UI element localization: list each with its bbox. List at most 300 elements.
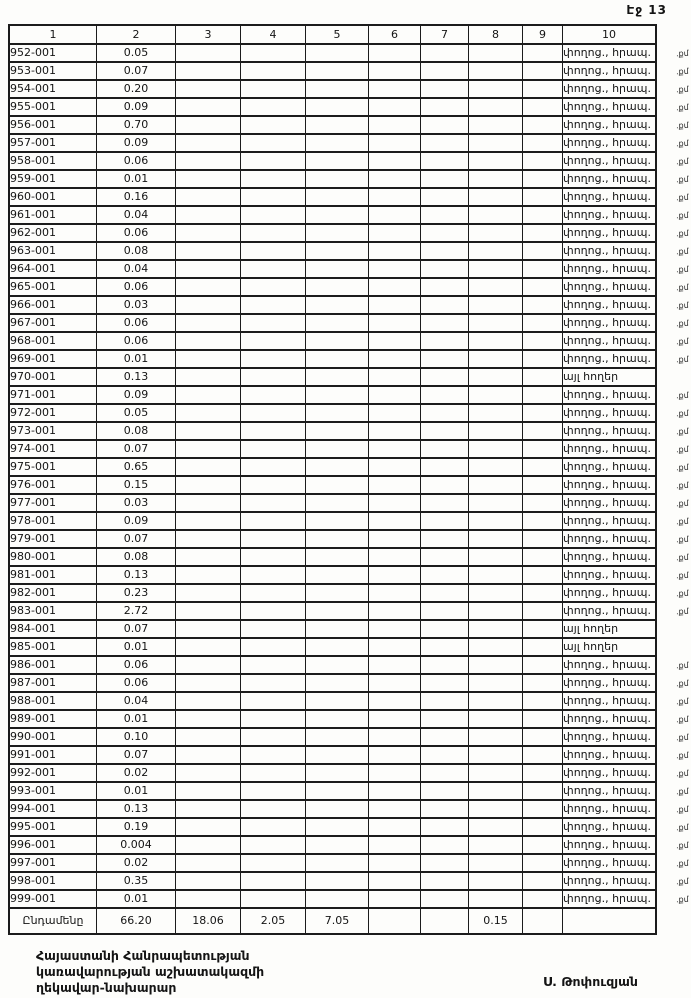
parcel-row [9, 98, 656, 116]
parcel-id-cell: 974-001 [9, 440, 97, 458]
column-header: 2 [97, 25, 176, 44]
empty-cell [176, 278, 241, 296]
area-unit-note: .քմ [675, 534, 689, 545]
land-use-cell: փողոց., հրապ. [563, 764, 657, 782]
parcel-row [9, 890, 656, 908]
land-use-cell: փողոց., հրապ. [563, 62, 657, 80]
land-use-cell: փողոց., հրապ. [563, 152, 657, 170]
parcel-id-cell: 999-001 [9, 890, 97, 908]
empty-cell [306, 440, 369, 458]
area-unit-note: .քմ [675, 570, 689, 581]
empty-cell [369, 44, 421, 62]
parcel-row [9, 872, 656, 890]
area-value-cell: 2.72 [97, 602, 176, 620]
empty-cell [369, 386, 421, 404]
empty-cell [421, 62, 469, 80]
land-parcels-table [8, 24, 657, 935]
empty-cell [469, 620, 523, 638]
parcel-id-cell: 984-001 [9, 620, 97, 638]
area-value-cell: 0.16 [97, 188, 176, 206]
empty-cell [421, 548, 469, 566]
empty-cell [241, 242, 306, 260]
area-value-cell: 0.08 [97, 242, 176, 260]
parcel-row [9, 170, 656, 188]
parcel-id-cell: 981-001 [9, 566, 97, 584]
issuer-line-2: կառավարության աշխատակազմի [36, 964, 265, 979]
area-unit-note: .քմ [675, 498, 689, 509]
empty-cell [306, 476, 369, 494]
empty-cell [176, 314, 241, 332]
issuer-line-1: Հայաստանի Հանրապետության [36, 948, 250, 963]
empty-cell [306, 584, 369, 602]
parcel-id-cell: 991-001 [9, 746, 97, 764]
empty-cell [369, 692, 421, 710]
land-use-cell: փողոց., հրապ. [563, 170, 657, 188]
parcel-row [9, 422, 656, 440]
land-use-cell: փողոց., հրապ. [563, 80, 657, 98]
empty-cell [176, 116, 241, 134]
area-value-cell: 0.20 [97, 80, 176, 98]
empty-cell [176, 872, 241, 890]
land-use-cell: փողոց., հրապ. [563, 98, 657, 116]
empty-cell [306, 368, 369, 386]
empty-cell [176, 134, 241, 152]
empty-cell [469, 494, 523, 512]
empty-cell [523, 260, 563, 278]
parcel-id-cell: 961-001 [9, 206, 97, 224]
column-header: 7 [421, 25, 469, 44]
empty-cell [523, 98, 563, 116]
land-use-cell: փողոց., հրապ. [563, 836, 657, 854]
empty-cell [421, 494, 469, 512]
parcel-id-cell: 956-001 [9, 116, 97, 134]
parcel-row [9, 188, 656, 206]
area-value-cell: 0.07 [97, 620, 176, 638]
empty-cell [421, 620, 469, 638]
empty-cell [421, 584, 469, 602]
parcel-row [9, 314, 656, 332]
signature-name: Ս. Թոփուզյան [543, 974, 638, 989]
empty-cell [176, 566, 241, 584]
area-unit-note: .քմ [675, 210, 689, 221]
empty-cell [421, 422, 469, 440]
parcel-row [9, 440, 656, 458]
empty-cell [241, 152, 306, 170]
land-use-cell: փողոց., հրապ. [563, 260, 657, 278]
empty-cell [469, 710, 523, 728]
empty-cell [469, 80, 523, 98]
parcel-row [9, 530, 656, 548]
empty-cell [421, 350, 469, 368]
empty-cell [469, 314, 523, 332]
empty-cell [241, 836, 306, 854]
area-unit-note: .քմ [675, 714, 689, 725]
empty-cell [176, 584, 241, 602]
area-value-cell: 0.13 [97, 800, 176, 818]
parcel-row [9, 782, 656, 800]
empty-cell [369, 800, 421, 818]
empty-cell [306, 206, 369, 224]
empty-cell [176, 80, 241, 98]
area-value-cell: 0.01 [97, 638, 176, 656]
parcel-id-cell: 963-001 [9, 242, 97, 260]
parcel-id-cell: 988-001 [9, 692, 97, 710]
land-use-cell: փողոց., հրապ. [563, 548, 657, 566]
empty-cell [421, 746, 469, 764]
empty-cell [469, 368, 523, 386]
empty-cell [306, 602, 369, 620]
area-value-cell: 0.09 [97, 386, 176, 404]
empty-cell [306, 80, 369, 98]
total-label: Ընդամենը [9, 908, 97, 934]
land-use-cell: փողոց., հրապ. [563, 314, 657, 332]
empty-cell [369, 728, 421, 746]
empty-cell [241, 62, 306, 80]
empty-cell [306, 458, 369, 476]
land-use-cell: փողոց., հրապ. [563, 440, 657, 458]
empty-cell [421, 206, 469, 224]
empty-cell [421, 440, 469, 458]
area-unit-note: .քմ [675, 606, 689, 617]
area-value-cell: 0.06 [97, 656, 176, 674]
area-unit-note: .քմ [675, 444, 689, 455]
parcel-id-cell: 962-001 [9, 224, 97, 242]
parcel-id-cell: 992-001 [9, 764, 97, 782]
area-value-cell: 0.65 [97, 458, 176, 476]
empty-cell [369, 404, 421, 422]
empty-cell [369, 476, 421, 494]
empty-cell [176, 782, 241, 800]
area-unit-note: .քմ [675, 750, 689, 761]
area-unit-note: .քմ [675, 174, 689, 185]
empty-cell [469, 530, 523, 548]
area-unit-note: .քմ [675, 228, 689, 239]
land-use-cell: փողոց., հրապ. [563, 422, 657, 440]
empty-cell [523, 314, 563, 332]
issuer-line-3: ղեկավար-նախարար [36, 980, 177, 995]
land-use-cell: փողոց., հրապ. [563, 296, 657, 314]
empty-cell [523, 854, 563, 872]
empty-cell [369, 278, 421, 296]
area-value-cell: 0.07 [97, 746, 176, 764]
empty-cell [523, 566, 563, 584]
empty-cell [421, 386, 469, 404]
empty-cell [469, 890, 523, 908]
area-unit-note: .քմ [675, 120, 689, 131]
empty-cell [469, 656, 523, 674]
area-value-cell: 0.07 [97, 62, 176, 80]
empty-cell [176, 638, 241, 656]
empty-cell [306, 422, 369, 440]
area-value-cell: 0.01 [97, 710, 176, 728]
empty-cell [469, 512, 523, 530]
total-value-col4: 2.05 [241, 908, 306, 934]
empty-cell [241, 296, 306, 314]
area-value-cell: 0.09 [97, 98, 176, 116]
empty-cell [306, 332, 369, 350]
empty-cell [241, 512, 306, 530]
empty-cell [469, 44, 523, 62]
area-unit-note: .քմ [675, 300, 689, 311]
area-unit-note: .քմ [675, 804, 689, 815]
area-unit-note: .քմ [675, 138, 689, 149]
empty-cell [369, 710, 421, 728]
area-unit-note: .քմ [675, 390, 689, 401]
empty-cell [306, 656, 369, 674]
empty-cell [306, 350, 369, 368]
parcel-row [9, 44, 656, 62]
empty-cell [421, 278, 469, 296]
area-unit-note: .քմ [675, 822, 689, 833]
empty-cell [523, 530, 563, 548]
empty-cell [523, 278, 563, 296]
total-row [9, 908, 656, 934]
empty-cell [523, 422, 563, 440]
empty-cell [176, 350, 241, 368]
page-number: Էջ 13 [626, 3, 667, 17]
parcel-row [9, 728, 656, 746]
empty-cell [369, 260, 421, 278]
area-unit-note: .քմ [675, 858, 689, 869]
empty-cell [421, 368, 469, 386]
area-value-cell: 0.07 [97, 440, 176, 458]
empty-cell [241, 692, 306, 710]
total-value-col7 [421, 908, 469, 934]
empty-cell [523, 782, 563, 800]
empty-cell [469, 836, 523, 854]
empty-cell [469, 152, 523, 170]
empty-cell [369, 314, 421, 332]
empty-cell [421, 332, 469, 350]
empty-cell [421, 674, 469, 692]
empty-cell [469, 206, 523, 224]
area-unit-note: .քմ [675, 894, 689, 905]
area-value-cell: 0.35 [97, 872, 176, 890]
area-unit-note: .քմ [675, 66, 689, 77]
empty-cell [369, 332, 421, 350]
empty-cell [306, 710, 369, 728]
empty-cell [469, 62, 523, 80]
empty-cell [241, 764, 306, 782]
empty-cell [469, 170, 523, 188]
empty-cell [469, 296, 523, 314]
parcel-row [9, 206, 656, 224]
empty-cell [523, 188, 563, 206]
empty-cell [176, 818, 241, 836]
area-unit-note: .քմ [675, 246, 689, 257]
empty-cell [176, 530, 241, 548]
empty-cell [241, 566, 306, 584]
parcel-id-cell: 970-001 [9, 368, 97, 386]
land-use-cell: փողոց., հրապ. [563, 818, 657, 836]
parcel-id-cell: 995-001 [9, 818, 97, 836]
parcel-row [9, 368, 656, 386]
parcel-id-cell: 952-001 [9, 44, 97, 62]
area-unit-note: .քմ [675, 156, 689, 167]
parcel-row [9, 224, 656, 242]
land-use-cell: փողոց., հրապ. [563, 224, 657, 242]
empty-cell [369, 782, 421, 800]
area-unit-note: .քմ [675, 84, 689, 95]
empty-cell [306, 278, 369, 296]
parcel-id-cell: 969-001 [9, 350, 97, 368]
land-use-cell: փողոց., հրապ. [563, 656, 657, 674]
empty-cell [306, 818, 369, 836]
area-unit-note: .քմ [675, 192, 689, 203]
empty-cell [523, 476, 563, 494]
empty-cell [469, 548, 523, 566]
empty-cell [306, 728, 369, 746]
empty-cell [523, 206, 563, 224]
empty-cell [469, 764, 523, 782]
land-use-cell: փողոց., հրապ. [563, 746, 657, 764]
area-unit-note: .քմ [675, 48, 689, 59]
empty-cell [241, 98, 306, 116]
empty-cell [523, 152, 563, 170]
empty-cell [421, 404, 469, 422]
empty-cell [306, 620, 369, 638]
empty-cell [369, 170, 421, 188]
land-use-cell: փողոց., հրապ. [563, 458, 657, 476]
empty-cell [241, 782, 306, 800]
area-value-cell: 0.01 [97, 350, 176, 368]
parcel-row [9, 836, 656, 854]
empty-cell [421, 764, 469, 782]
empty-cell [523, 674, 563, 692]
empty-cell [369, 134, 421, 152]
empty-cell [176, 692, 241, 710]
parcel-id-cell: 954-001 [9, 80, 97, 98]
area-value-cell: 0.23 [97, 584, 176, 602]
area-value-cell: 0.06 [97, 332, 176, 350]
area-value-cell: 0.06 [97, 152, 176, 170]
land-use-cell: փողոց., հրապ. [563, 350, 657, 368]
empty-cell [421, 134, 469, 152]
empty-cell [306, 188, 369, 206]
empty-cell [369, 296, 421, 314]
empty-cell [523, 62, 563, 80]
empty-cell [176, 494, 241, 512]
empty-cell [369, 494, 421, 512]
parcel-row [9, 332, 656, 350]
parcel-row [9, 386, 656, 404]
area-unit-note: .քմ [675, 732, 689, 743]
empty-cell [241, 620, 306, 638]
empty-cell [241, 44, 306, 62]
empty-cell [369, 818, 421, 836]
empty-cell [176, 476, 241, 494]
area-unit-note: .քմ [675, 696, 689, 707]
land-use-cell: փողոց., հրապ. [563, 242, 657, 260]
empty-cell [369, 584, 421, 602]
empty-cell [176, 602, 241, 620]
empty-cell [469, 242, 523, 260]
land-use-cell: փողոց., հրապ. [563, 584, 657, 602]
empty-cell [176, 512, 241, 530]
empty-cell [306, 872, 369, 890]
empty-cell [241, 368, 306, 386]
empty-cell [421, 530, 469, 548]
empty-cell [306, 890, 369, 908]
empty-cell [421, 458, 469, 476]
parcel-row [9, 638, 656, 656]
empty-cell [523, 548, 563, 566]
parcel-row [9, 404, 656, 422]
parcel-row [9, 854, 656, 872]
parcel-row [9, 746, 656, 764]
empty-cell [306, 512, 369, 530]
empty-cell [421, 296, 469, 314]
empty-cell [306, 782, 369, 800]
empty-cell [523, 512, 563, 530]
empty-cell [369, 206, 421, 224]
empty-cell [523, 80, 563, 98]
area-value-cell: 0.13 [97, 368, 176, 386]
empty-cell [176, 386, 241, 404]
area-value-cell: 0.10 [97, 728, 176, 746]
empty-cell [421, 854, 469, 872]
issuer-block [36, 948, 264, 996]
empty-cell [523, 620, 563, 638]
empty-cell [241, 314, 306, 332]
land-use-cell: փողոց., հրապ. [563, 782, 657, 800]
empty-cell [421, 170, 469, 188]
empty-cell [421, 638, 469, 656]
empty-cell [241, 854, 306, 872]
column-header: 1 [9, 25, 97, 44]
land-use-cell: փողոց., հրապ. [563, 872, 657, 890]
land-use-cell: փողոց., հրապ. [563, 566, 657, 584]
empty-cell [369, 566, 421, 584]
empty-cell [523, 170, 563, 188]
parcel-id-cell: 965-001 [9, 278, 97, 296]
empty-cell [469, 602, 523, 620]
parcel-id-cell: 990-001 [9, 728, 97, 746]
area-value-cell: 0.04 [97, 206, 176, 224]
empty-cell [306, 260, 369, 278]
empty-cell [241, 188, 306, 206]
empty-cell [176, 710, 241, 728]
area-unit-note: .քմ [675, 462, 689, 473]
empty-cell [176, 98, 241, 116]
parcel-row [9, 566, 656, 584]
empty-cell [306, 242, 369, 260]
empty-cell [421, 710, 469, 728]
parcel-id-cell: 973-001 [9, 422, 97, 440]
empty-cell [421, 602, 469, 620]
parcel-id-cell: 975-001 [9, 458, 97, 476]
empty-cell [421, 80, 469, 98]
empty-cell [523, 458, 563, 476]
land-parcels-table-wrap [8, 24, 689, 935]
parcel-row [9, 602, 656, 620]
empty-cell [306, 152, 369, 170]
empty-cell [306, 746, 369, 764]
land-use-cell: այլ հողեր [563, 638, 657, 656]
area-value-cell: 0.08 [97, 422, 176, 440]
parcel-id-cell: 964-001 [9, 260, 97, 278]
empty-cell [523, 440, 563, 458]
parcel-id-cell: 998-001 [9, 872, 97, 890]
empty-cell [306, 548, 369, 566]
area-value-cell: 0.03 [97, 494, 176, 512]
parcel-id-cell: 958-001 [9, 152, 97, 170]
area-value-cell: 0.01 [97, 170, 176, 188]
parcel-id-cell: 987-001 [9, 674, 97, 692]
empty-cell [241, 422, 306, 440]
empty-cell [469, 386, 523, 404]
parcel-row [9, 584, 656, 602]
